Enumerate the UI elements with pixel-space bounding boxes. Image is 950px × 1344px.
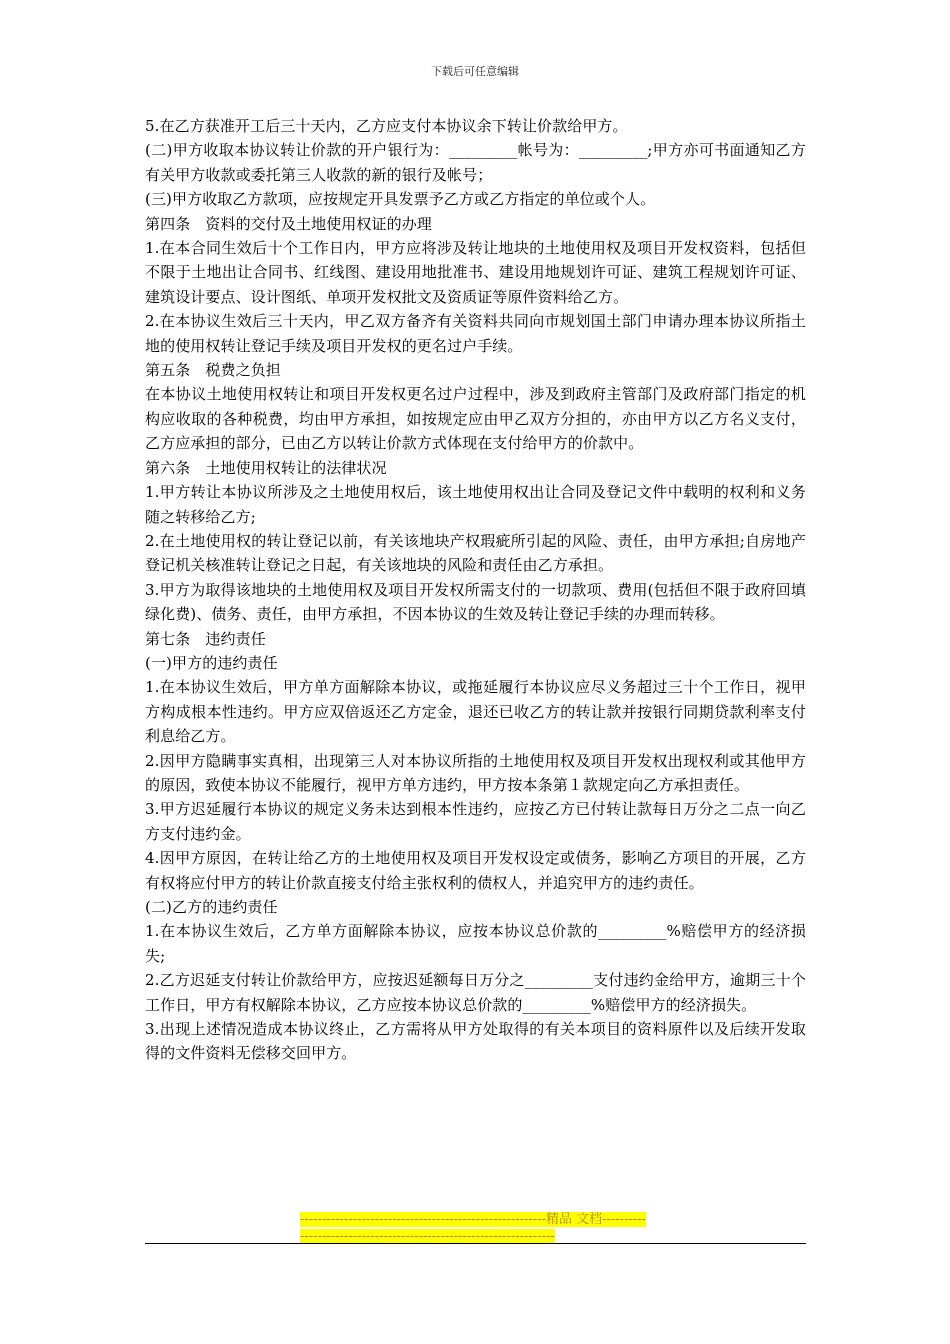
paragraph: 1.在本协议生效后，甲方单方面解除本协议，或拖延履行本协议应尽义务超过三十个工作日，视甲方构成根本性违约。甲方应双倍返还乙方定金，退还已收乙方的转让款并按银行同期贷款利率支付利息给乙方。 bbox=[145, 678, 806, 746]
subsection-heading: (二)乙方的违约责任 bbox=[145, 898, 278, 916]
footer-watermark bbox=[300, 1211, 650, 1245]
section-heading: 第七条 违约责任 bbox=[145, 629, 266, 648]
paragraph: 1.在本协议生效后，乙方单方面解除本协议，应按本协议总价款的_________%赔偿甲方的经济损失; bbox=[145, 922, 806, 965]
footer-divider bbox=[145, 1243, 806, 1244]
paragraph: 4.因甲方原因，在转让给乙方的土地使用权及项目开发权设定或债务，影响乙方项目的开展，乙方有权将应付甲方的转让价款直接支付给主张权利的债权人，并追究甲方的违约责任。 bbox=[145, 849, 806, 892]
paragraph: 3.甲方迟延履行本协议的规定义务未达到根本性违约，应按乙方已付转让款每日万分之二点一向乙方支付违约金。 bbox=[145, 800, 806, 843]
paragraph: 2.因甲方隐瞒事实真相，出现第三人对本协议所指的土地使用权及项目开发权出现权利或其他甲方的原因，致使本协议不能履行，视甲方单方违约，甲方按本条第１款规定向乙方承担责任。 bbox=[145, 751, 806, 794]
paragraph: 3.出现上述情况造成本协议终止，乙方需将从甲方处取得的有关本项目的资料原件以及后续开发取得的文件资料无偿移交回甲方。 bbox=[145, 1020, 806, 1063]
paragraph: 1.甲方转让本协议所涉及之土地使用权后，该土地使用权出让合同及登记文件中载明的权利和义务随之转移给乙方; bbox=[145, 483, 806, 526]
paragraph: 2.在土地使用权的转让登记以前，有关该地块产权瑕疵所引起的风险、责任，由甲方承担;自房地产登记机关核准转让登记之日起，有关该地块的风险和责任由乙方承担。 bbox=[145, 531, 806, 575]
paragraph: 5.在乙方获准开工后三十天内，乙方应支付本协议余下转让价款给甲方。 bbox=[145, 117, 628, 135]
footer-watermark-text: --------------------------------------------------------精品 文档-------------------------------------------------------------------- bbox=[300, 1212, 647, 1244]
paragraph: 2.乙方迟延支付转让价款给甲方，应按迟延额每日万分之_________支付违约金给甲方，逾期三十个工作日，甲方有权解除本协议，乙方应按本协议总价款的_________%赔偿甲方的经济损失。 bbox=[145, 971, 806, 1014]
section-heading: 第六条 土地使用权转让的法律状况 bbox=[145, 458, 387, 477]
paragraph: (二)甲方收取本协议转让价款的开户银行为：_________帐号为：_________;甲方亦可书面通知乙方有关甲方收款或委托第三人收款的新的银行及帐号； bbox=[145, 141, 806, 184]
section-heading: 第四条 资料的交付及土地使用权证的办理 bbox=[145, 214, 432, 233]
document-body bbox=[145, 114, 806, 1066]
subsection-heading: (一)甲方的违约责任 bbox=[145, 653, 278, 672]
paragraph: 在本协议土地使用权转让和项目开发权更名过户过程中，涉及到政府主管部门及政府部门指定的机构应收取的各种税费，均由甲方承担，如按规定应由甲乙双方分担的，亦由甲方以乙方名义支付，乙方应承担的部分，已由乙方以转让价款方式体现在支付给甲方的价款中。 bbox=[145, 385, 806, 453]
paragraph: (三)甲方收取乙方款项，应按规定开具发票予乙方或乙方指定的单位或个人。 bbox=[145, 190, 656, 209]
paragraph: 1.在本合同生效后十个工作日内，甲方应将涉及转让地块的土地使用权及项目开发权资料，包括但不限于土地出让合同书、红线图、建设用地批准书、建设用地规划许可证、建筑工程规划许可证、建筑设计要点、设计图纸、单项开发权批文及资质证等原件资料给乙方。 bbox=[145, 239, 806, 306]
paragraph: 2.在本协议生效后三十天内，甲乙双方备齐有关资料共同向市规划国土部门申请办理本协议所指土地的使用权转让登记手续及项目开发权的更名过户手续。 bbox=[145, 312, 806, 355]
paragraph: 3.甲方为取得该地块的土地使用权及项目开发权所需支付的一切款项、费用(包括但不限于政府回填绿化费)、债务、责任，由甲方承担，不因本协议的生效及转让登记手续的办理而转移。 bbox=[145, 580, 806, 624]
section-heading: 第五条 税费之负担 bbox=[145, 361, 281, 380]
page-header: 下载后可任意编辑 bbox=[431, 65, 519, 78]
